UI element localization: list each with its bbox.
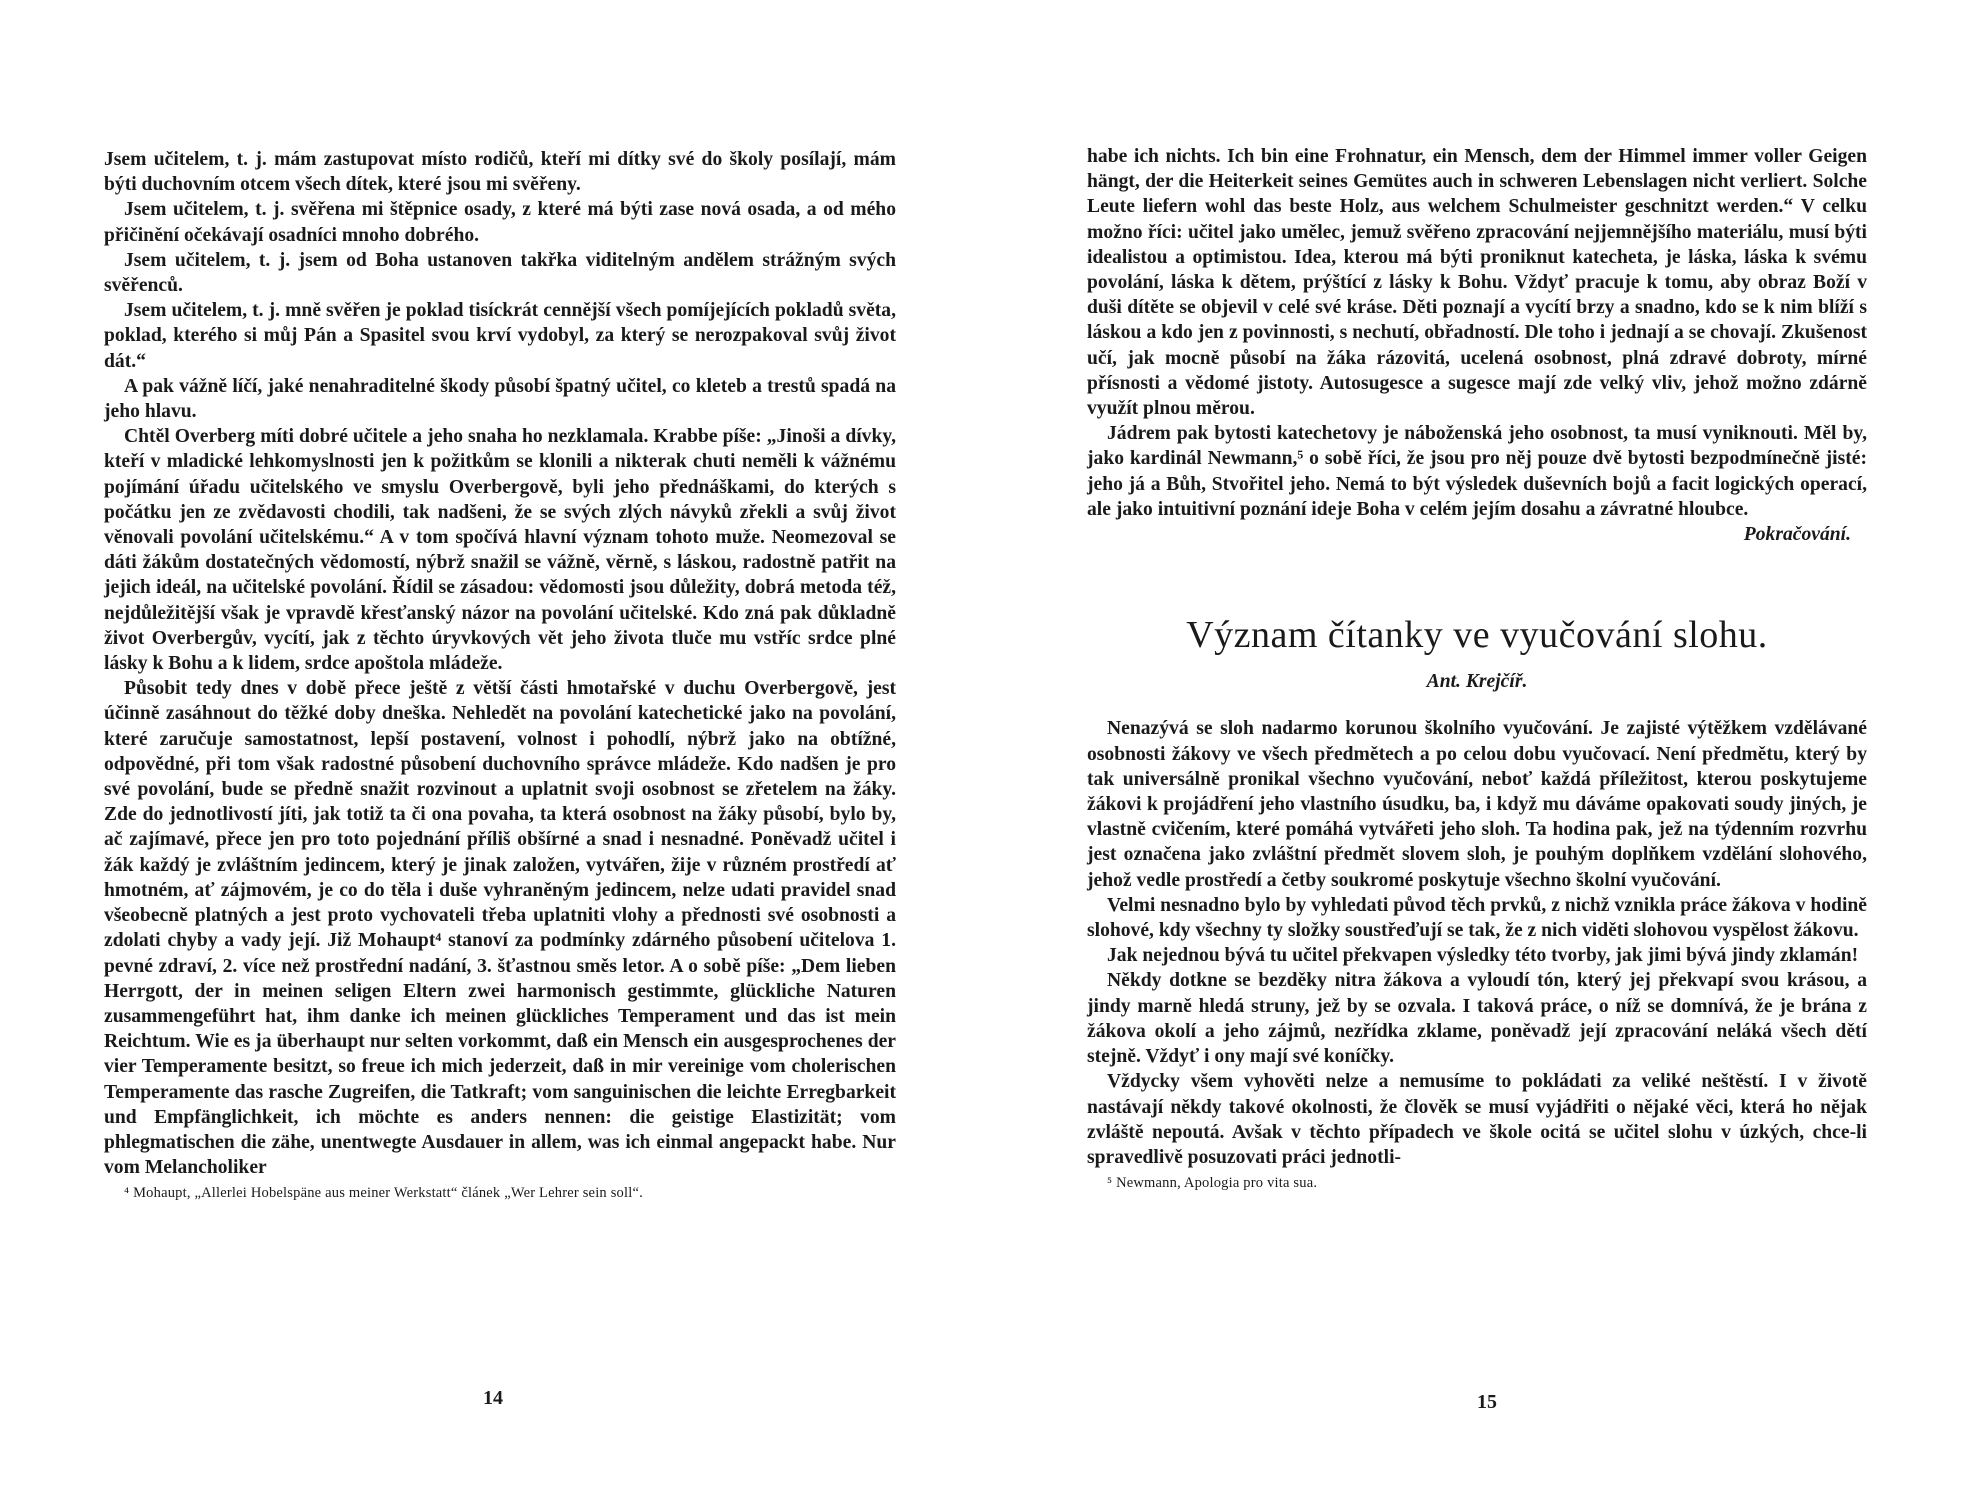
article-title: Význam čítanky ve vyučování slohu.	[1186, 614, 1768, 657]
paragraph: Chtěl Overberg míti dobré učitele a jeho snaha ho nezklamala. Krabbe píše: „Jinoši a dívky, kteří v mladické lehkomyslnosti jen k požitkům se klonili a nikterak chuti neměli k vážnému pojímání úřadu učitelského ve smyslu Overbergově, byli jeho přednáškami, do kterých s počátku jen ze zvědavosti chodili, tak nadšeni, že se svých zlých návyků zřekli a svůj život věnovali povolání učitelskému.“ A v tom spočívá hlavní význam tohoto muže. Neomezoval se dáti žákům dostatečných vědomostí, nýbrž snažil se vážně, věrně, s láskou, radostně patřit na jejich ideál, na učitelské povolání. Řídil se zásadou: vědomosti jsou důležity, dobrá metoda též, nejdůležitější však je vpravdě křesťanský názor na povolání učitelské. Kdo zná pak důkladně život Overbergův, vycítí, jak z těchto úryvkových vět jeho života tluče mu vstříc srdce plné lásky k Bohu a k lidem, srdce apoštola mládeže.	[104, 426, 896, 675]
footnote: ⁴ Mohaupt, „Allerlei Hobelspäne aus meiner Werkstatt“ článek „Wer Lehrer sein soll“.	[124, 1185, 643, 1202]
page-number: 15	[1477, 1391, 1497, 1413]
page-number: 14	[483, 1387, 503, 1409]
paragraph: Někdy dotkne se bezděky nitra žákova a vyloudí tón, který jej překvapí svou krásou, a jindy marně hledá struny, jež by se ozvala. I taková práce, o níž se domnívá, že je brána z žákova okolí a jeho zájmů, nezřídka zklame, poněvadž její zpracování neláká všech dětí stejně. Vždyť i ony mají své koníčky.	[1087, 970, 1867, 1068]
paragraph: Působit tedy dnes v době přece ještě z větší části hmotařské v duchu Overbergově, jest účinně zasáhnout do těžké doby dneška. Nehledět na povolání katechetické jako na povolání, které zaručuje samostatnost, lepší postavení, volnost i pohodlí, nýbrž jako na obtížné, odpovědné, při tom však radostné působení duchovního správce mládeže. Kdo nadšen je pro své povolání, bude se předně snažit rozvinout a uplatnit svoji osobnost se zřetelem na žáky. Zde do jednotlivostí jíti, jak totiž ta či ona povaha, ta která osobnost na žáky působí, bylo by, ač zajímavé, přece jen pro toto pojednání příliš obšírné a snad i nesnadné. Poněvadž učitel i žák každý je zvláštním jedincem, který je jinak založen, vytvářen, žije v různém prostředí ať hmotném, ať zájmovém, je co do těla i duše vyhraněným jedincem, nelze udati pravidel snad všeobecně platných a jest proto vychovateli třeba uplatniti vlohy a přednosti své osobnosti a zdolati chyby a vady její. Již Mohaupt⁴ stanoví za podmínky zdárného působení učitelova 1. pevné zdraví, 2. více než prostřední nadání, 3. šťastnou směs letor. A o sobě píše: „Dem lieben Herrgott, der in meinen seligen Eltern zwei harmonisch gestimmte, glückliche Naturen zusammengeführt hat, ihm danke ich meinen glückliches Temperament und das ist mein Reichtum. Wie es ja überhaupt nur selten vorkommt, daß ein Mensch ein ausgesprochenes der vier Temperamente besitzt, so freue ich mich jederzeit, daß in mir vereinige vom cholerischen Temperamente das rasche Zugreifen, die Tatkraft; vom sanguinischen die leichte Erregbarkeit und Empfänglichkeit, ich möchte es anders nennen: die geistige Elastizität; vom phlegmatischen die zähe, unentwegte Ausdauer in allem, was ich einmal angepackt habe. Nur vom Melancholiker	[104, 678, 896, 1179]
paragraph: Jsem učitelem, t. j. jsem od Boha ustanoven takřka viditelným andělem strážným svých svěřenců.	[104, 249, 896, 297]
left-text-column	[104, 147, 896, 1203]
paragraph: Jádrem pak bytosti katechetovy je náboženská jeho osobnost, ta musí vyniknouti. Měl by, jako kardinál Newmann,⁵ o sobě říci, že jsou pro něj pouze dvě bytosti bezpodmínečně jisté: jeho já a Bůh, Stvořitel jeho. Nemá to být výsledek duševních bojů a facit logických operací, ale jako intuitivní poznání ideje Boha v celém jejím dosahu a závratné hloubce.	[1087, 423, 1867, 520]
paragraph: Velmi nesnadno bylo by vyhledati původ těch prvků, z nichž vznikla práce žákova v hodině slohové, kdy všechny ty složky soustřeďují se tak, že z nich viděti slohovou vyspělost žákovu.	[1087, 894, 1867, 942]
paragraph: Nenazývá se sloh nadarmo korunou školního vyučování. Je zajisté výtěžkem vzdělávané osobnosti žákovy ve všech předmětech a po celou dobu vyučovací. Není předmětu, který by tak universálně pronikal všechno vyučování, neboť každá příležitost, kterou poskytujeme žákovi k projádření jeho vlastního úsudku, ba, i když mu dáváme opakovati soudy jiných, je vlastně cvičením, které pomáhá vytvářeti jeho sloh. Ta hodina pak, jež na týdenním rozvrhu jest označena jako zvláštní předmět slovem sloh, je pouhým doplňkem vzdělání slohového, jehož vedle prostředí a četby soukromé poskytuje všechno školní vyučování.	[1087, 718, 1867, 891]
article-author: Ant. Krejčíř.	[1426, 671, 1528, 693]
paragraph: Jak nejednou bývá tu učitel překvapen výsledky této tvorby, jak jimi bývá jindy zklamán!	[1107, 945, 1859, 967]
right-text-column	[1087, 144, 1867, 1193]
paragraph: A pak vážně líčí, jaké nenahraditelné škody působí špatný učitel, co kleteb a trestů spadá na jeho hlavu.	[104, 375, 896, 423]
continued-note: Pokračování.	[1743, 524, 1851, 546]
paragraph: habe ich nichts. Ich bin eine Frohnatur, ein Mensch, dem der Himmel immer voller Geigen hängt, der die Heiterkeit seines Gemütes auch in schweren Lebenslagen nicht verliert. Solche Leute liefern wohl das beste Holz, aus welchem Schulmeister geschnitzt werden.“ V celku možno říci: učitel jako umělec, jemuž svěřeno zpracování nejjemnějšího materiálu, musí býti idealistou a optimistou. Idea, kterou má býti proniknut katecheta, je láska, láska k svému povolání, láska k dětem, prýštící z lásky k Bohu. Vždyť pracuje k tomu, aby obraz Boží v duši dítěte se objevil v celé své kráse. Děti poznají a vycítí brzy a snadno, kdo se k nim blíží s láskou a kdo jen z povinnosti, s nechutí, obřadností. Dle toho i jednají a se chovají. Zkušenost učí, jak mocně působí na žáka rázovitá, ucelená osobnost, plná zdravé dobroty, mírné přísnosti a vědomé jistoty. Autosugesce a sugesce mají zde velký vliv, jehož možno zdárně využít plnou měrou.	[1087, 146, 1867, 420]
footnote: ⁵ Newmann, Apologia pro vita sua.	[1107, 1175, 1318, 1192]
paragraph: Jsem učitelem, t. j. mám zastupovat místo rodičů, kteří mi dítky své do školy posílají, mám býti duchovním otcem všech dítek, které jsou mi svěřeny.	[104, 149, 896, 196]
paragraph: Jsem učitelem, t. j. svěřena mi štěpnice osady, z které má býti zase nová osada, a od mého přičinění očekávají osadníci mnoho dobrého.	[104, 199, 896, 246]
right-page	[987, 0, 1974, 1500]
paragraph: Vždycky všem vyhověti nelze a nemusíme to pokládati za veliké neštěstí. I v životě nastávají někdy takové okolnosti, že člověk se musí vyjádřiti o nějaké věci, která ho nějak zvláště nepoutá. Avšak v těchto případech ve škole ocitá se učitel slohu v úzkých, chce-li spravedlivě posuzovati práci jednotli-	[1087, 1071, 1867, 1168]
paragraph: Jsem učitelem, t. j. mně svěřen je poklad tisíckrát cennější všech pomíjejících pokladů světa, poklad, kterého si můj Pán a Spasitel svou krví vydobyl, za který se nerozpakoval svůj život dát.“	[104, 300, 896, 372]
